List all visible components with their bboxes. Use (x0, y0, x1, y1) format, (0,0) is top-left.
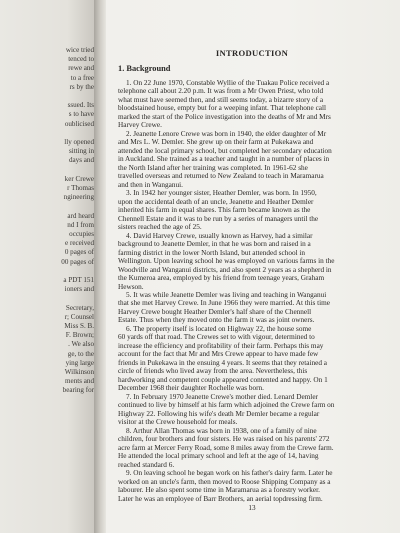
facing-page (0, 0, 96, 533)
facing-page-text-line: occupies (69, 230, 94, 238)
facing-page-text-line: 0 pages of (64, 248, 94, 257)
body-text-line: and Mrs L. W. Demler. She grew up on their farm at Pukekawa and (118, 138, 314, 147)
body-text-line: acre farm at Mercer Ferry Road, some 8 miles away from the Crewe farm. (118, 443, 334, 452)
body-text-line: travelled overseas and returned to New Zealand to teach in Maramarua (118, 172, 324, 181)
body-text-line: 4. David Harvey Crewe, usually known as Harvey, had a similar (126, 231, 313, 240)
body-text-line: circle of friends who lived away from the area. Nevertheless, this (118, 367, 308, 376)
body-text-line: and then in Wanganui. (118, 180, 183, 189)
facing-page-text-line: ments and (65, 377, 94, 386)
body-text-line: marked the start of the Police investigation into the deaths of Mr and Mrs (118, 112, 331, 121)
facing-page-text-line: days and (68, 156, 94, 165)
body-text-line: December 1968 their daughter Rochelle was born. (118, 384, 264, 393)
facing-page-text-line: nd I from (67, 220, 94, 229)
facing-page-text-line: lly opened (64, 138, 94, 146)
body-text-line: Woodville and Wanganui districts, and also spent 2 years as a shepherd in (118, 265, 332, 274)
facing-page-text-line: ioners and (64, 285, 94, 294)
facing-page-text-line: to a free (70, 73, 94, 82)
body-text-line: 60 yards off that road. The Crewes set to with vigour, determined to (118, 333, 315, 342)
facing-page-text-line: F. Brown; (65, 331, 94, 340)
body-text-line: visitor at the Crewe household for meals. (118, 418, 238, 427)
body-text-line: reached standard 6. (118, 460, 175, 469)
section-title: 1. Background (118, 64, 171, 73)
facing-page-text-line: tenced to (68, 55, 94, 64)
facing-page-text-line: ying large (65, 358, 94, 367)
body-text-line: bloodstained house, empty but for a weeping infant. That telephone call (118, 104, 327, 113)
body-text-line: worked on an uncle's farm, then moved to Roose Shipping Company as a (118, 477, 331, 486)
body-text-line: friends in Pukekawa in the ensuing 4 years. It seems that they retained a (118, 358, 327, 367)
facing-page-text-line: ssued. Its (67, 101, 94, 110)
page-heading: INTRODUCTION (215, 48, 289, 58)
facing-page-text-line: ngineering (63, 193, 94, 202)
body-text-line: Harvey Crewe bought Heather Demler's half share of the Chennell (118, 307, 312, 316)
facing-page-text-line: r; Counsel (64, 312, 94, 321)
facing-page-text-line: rewe and (68, 64, 94, 73)
body-text-line: inherited his farm in equal shares. This farm became known as the (118, 206, 311, 215)
body-text-line: farming district in the lower North Island, but attended school in (118, 248, 306, 257)
body-text-line: background to Jeanette Demler, in that he was born and raised in a (118, 240, 311, 249)
body-text-line: 5. It was while Jeanette Demler was living and teaching in Wanganui (126, 291, 327, 299)
facing-page-text-line: r Thomas (67, 184, 94, 192)
body-text-line: 3. In 1942 her younger sister, Heather Demler, was born. In 1950, (126, 189, 317, 198)
body-text-line: in Auckland. She trained as a teacher and taught in a number of places in (118, 155, 330, 164)
body-text-line: what must have seemed then, and still seems today, a bizarre story of a (118, 95, 324, 104)
facing-page-text-line: bearing for (62, 386, 94, 395)
body-text-line: hardworking and competent couple appeared contented and happy. On 1 (118, 375, 328, 384)
body-text-line: Chennell Estate and it was to be run by a series of managers until the (118, 214, 319, 223)
facing-page-text-line: . We also (68, 340, 94, 349)
body-text-line: 9. On leaving school he began work on his father's dairy farm. Later he (126, 469, 333, 478)
body-text-line: the North Island after her training was completed. In 1961-62 she (118, 163, 308, 172)
body-text-line: Later he was an employee of Barr Brothers, an aerial topdressing firm. (118, 494, 323, 503)
body-text-line: sisters reached the age of 25. (118, 223, 202, 232)
body-text-line: 7. In February 1970 Jeanette Crewe's mother died. Lenard Demler (126, 392, 318, 401)
body-text-line: 6. The property itself is located on Highway 22, the house some (126, 324, 312, 333)
facing-page-text-line: ge, to the (67, 349, 94, 358)
facing-page-text-line: ard heard (67, 211, 94, 220)
body-text-line: labourer. He also spent some time in Maramarua as a forestry worker. (118, 486, 320, 495)
facing-page-text-line: rs by the (69, 82, 94, 91)
page-number: 13 (248, 504, 256, 512)
body-text-line: children, four brothers and four sisters. He was raised on his parents' 272 (118, 435, 330, 444)
facing-page-text-line: Miss S. B. (64, 322, 94, 330)
facing-page-text-line: s to have (68, 110, 94, 119)
body-text-line: the Kumeroa area, employed by his friend from teenage years, Graham (118, 274, 325, 283)
facing-page-text-line: 00 pages of (61, 257, 94, 266)
body-text-line: account for the fact that Mr and Mrs Crewe appear to have made few (118, 350, 319, 359)
body-text-line: upon the accidental death of an uncle, Jeanette and Heather Demler (118, 197, 314, 206)
body-text-line: continued to live by himself at his farm which adjoined the Crewe farm on (118, 401, 335, 410)
facing-page-text-line: a PDT 151 (63, 276, 94, 284)
body-text-line: Hewson. (118, 282, 144, 291)
facing-page-text-line: sitting in (68, 147, 94, 156)
body-text-line: 8. Arthur Allan Thomas was born in 1938, one of a family of nine (126, 426, 317, 435)
body-text-line: attended the local primary school, but completed her secondary education (118, 146, 332, 155)
body-text-line: Highway 22. Following his wife's death Mr Demler became a regular (118, 409, 320, 418)
facing-page-text-line: Secretary, (65, 303, 94, 312)
facing-page-text-line: wice tried (65, 46, 94, 54)
body-text-line: Harvey Crewe. (118, 121, 162, 130)
body-text-line: that she met Harvey Crewe. In June 1966 they were married. At this time (118, 299, 331, 308)
facing-page-text-line: oublicised (64, 119, 94, 128)
body-text-line: increase the efficiency and profitability of their farm. Perhaps this may (118, 341, 324, 350)
body-text-line: 2. Jeanette Lenore Crewe was born in 1940, the elder daughter of Mr (126, 129, 327, 138)
body-text-line: He attended the local primary school and left at the age of 14, having (118, 452, 319, 461)
body-text-line: 1. On 22 June 1970, Constable Wyllie of the Tuakau Police received a (126, 79, 330, 87)
body-text-line: Wellington. Upon leaving school he was employed on various farms in the (118, 257, 335, 266)
facing-page-text-line: ker Crewe (64, 174, 94, 183)
body-text-line: telephone call about 2.20 p.m. It was from a Mr Owen Priest, who told (118, 87, 324, 96)
facing-page-text-line: e received (65, 239, 94, 248)
body-text-line: Estate. Thus when they moved onto the farm it was as joint owners. (118, 316, 315, 325)
facing-page-text-line: Wilkinson (64, 368, 94, 376)
